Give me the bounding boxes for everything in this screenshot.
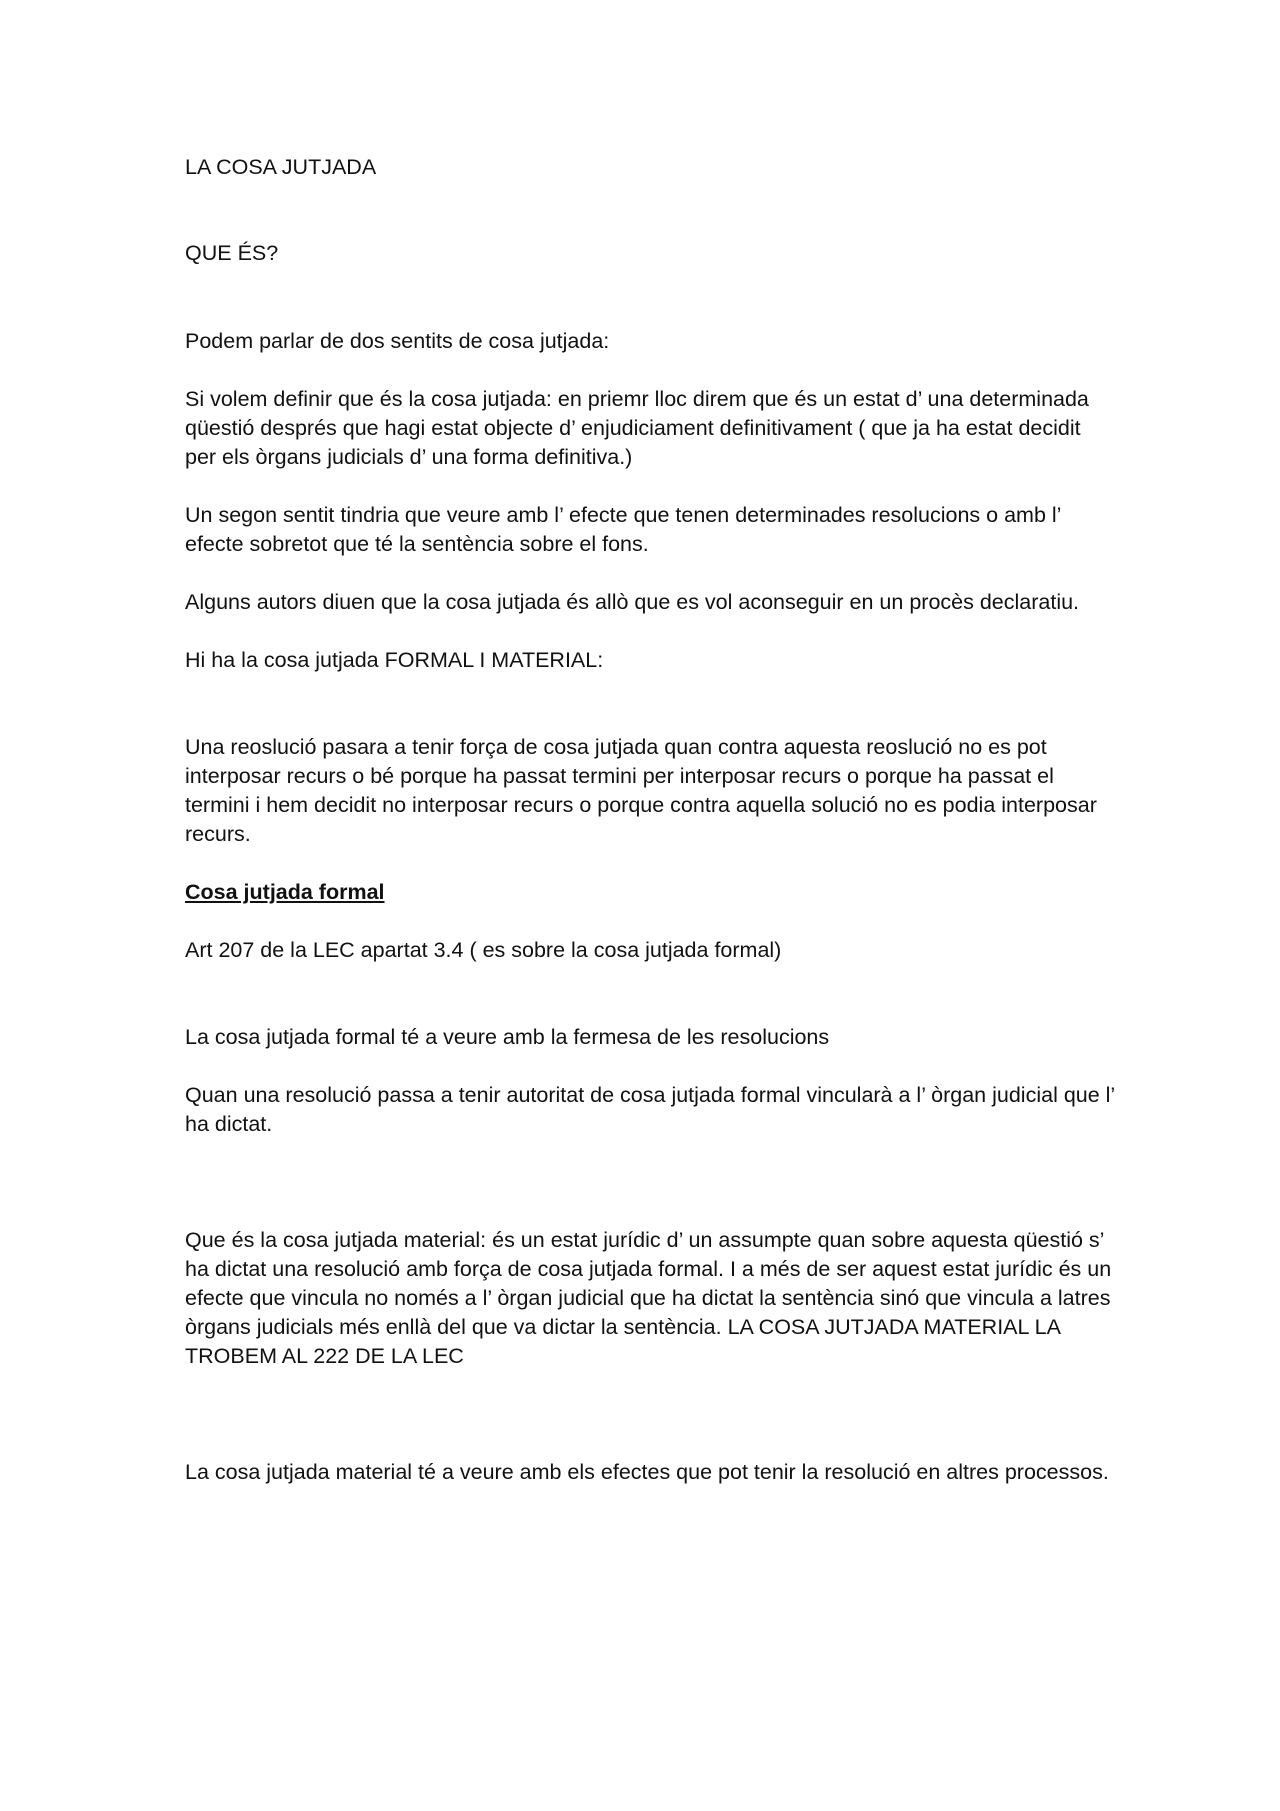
paragraph-intro: Podem parlar de dos sentits de cosa jutjada: [185, 329, 610, 353]
paragraph-formal-binding: Quan una resolució passa a tenir autoritat de cosa jutjada formal vincularà a l’ òrgan judicial que l’ ha dictat. [185, 1083, 1115, 1136]
paragraph-formal-material: Hi ha la cosa jutjada FORMAL I MATERIAL: [185, 648, 604, 672]
paragraph-authors: Alguns autors diuen que la cosa jutjada és allò que es vol aconseguir en un procès declaratiu. [185, 590, 1080, 614]
paragraph-material-effects: La cosa jutjada material té a veure amb els efectes que pot tenir la resolució en altres processos. [185, 1460, 1109, 1484]
paragraph-resolution: Una reoslució pasara a tenir força de cosa jutjada quan contra aquesta reoslució no es pot interposar recurs o bé porque ha passat termini per interposar recurs o porque ha passat el termini i hem decidit no interposar recurs o porque contra aquella solució no es podia interposar recurs. [185, 735, 1097, 846]
paragraph-material-definition: Que és la cosa jutjada material: és un estat jurídic d’ un assumpte quan sobre aquesta qüestió s’ ha dictat una resolució amb força de cosa jutjada formal. I a més de ser aquest estat jurídic és un efecte que vincula no només a l’ òrgan judicial que ha dictat la sentència sinó que vincula a latres òrgans judicials més enllà del que va dictar la sentència. LA COSA JUTJADA MATERIAL LA TROBEM AL 222 DE LA LEC [185, 1228, 1112, 1368]
section-heading: Cosa jutjada formal [185, 880, 385, 904]
paragraph-formal-firmness: La cosa jutjada formal té a veure amb la fermesa de les resolucions [185, 1025, 830, 1049]
paragraph-definition: Si volem definir que és la cosa jutjada: en priemr lloc direm que és un estat d’ una determinada qüestió després que hagi estat objecte d’ enjudiciament definitivament ( que ja ha estat decidit per els òrgans judicials d’ una forma definitiva.) [185, 387, 1089, 469]
document-title: LA COSA JUTJADA [185, 155, 377, 179]
article-reference: Art 207 de la LEC apartat 3.4 ( es sobre la cosa jutjada formal) [185, 938, 782, 962]
paragraph-second-sense: Un segon sentit tindria que veure amb l’ efecte que tenen determinades resolucions o amb l’ efecte sobretot que té la sentència sobre el fons. [185, 503, 1061, 556]
document-subtitle: QUE ÉS? [185, 241, 279, 265]
